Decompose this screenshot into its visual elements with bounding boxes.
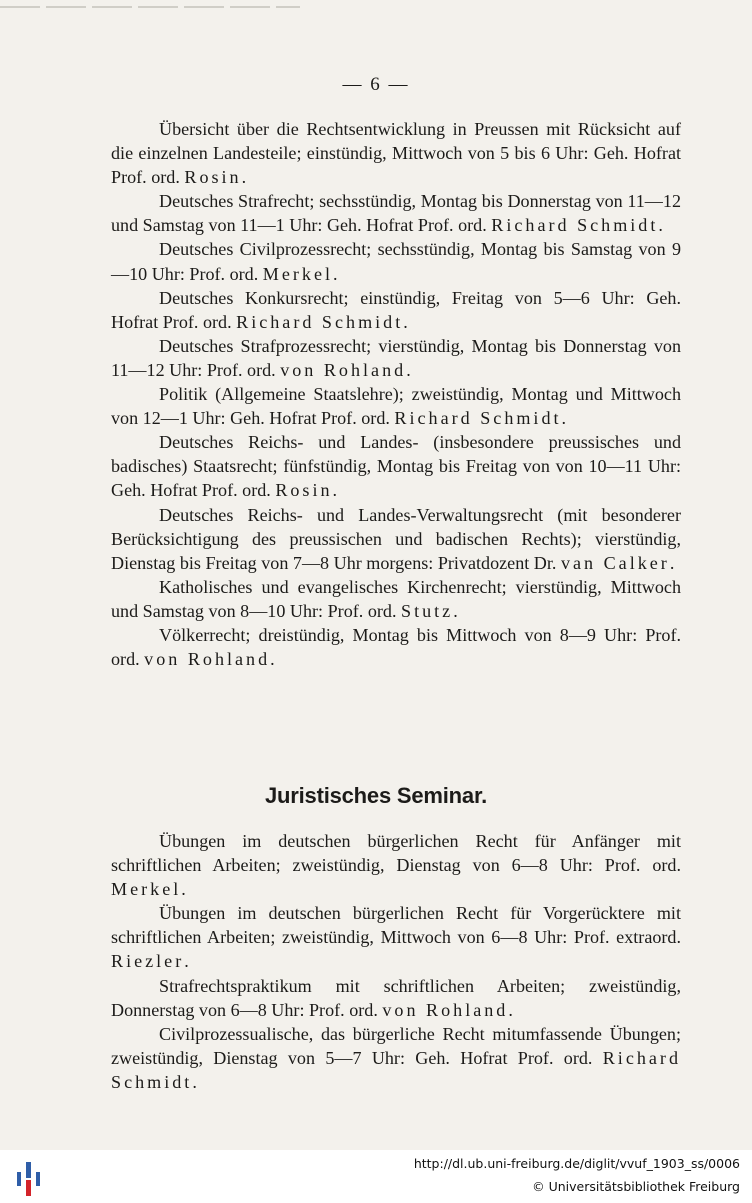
footer-bar: [0, 1150, 752, 1203]
lecture-entry: Völkerrecht; dreistündig, Montag bis Mittwoch von 8—9 Uhr: Prof. ord. von Rohland.: [111, 624, 681, 670]
seminar-list: [111, 829, 681, 1094]
lecturer-name: Richard Schmidt: [491, 215, 659, 236]
lecturer-name: von Rohland: [382, 999, 509, 1020]
page-number: — 6 —: [342, 74, 410, 95]
lecture-entry: Deutsches Konkursrecht; einstündig, Freitag von 5—6 Uhr: Geh. Hofrat Prof. ord. Richard Schmidt.: [111, 287, 681, 332]
lecture-entry: Übersicht über die Rechtsentwicklung in Preussen mit Rücksicht auf die einzelnen Landesteile; einstündig, Mittwoch von 5 bis 6 Uhr: Geh. Hofrat Prof. ord. Rosin.: [111, 119, 681, 188]
seminar-entry: Übungen im deutschen bürgerlichen Recht für Vorgerücktere mit schriftlichen Arbeiten; zweistündig, Mittwoch von 6—8 Uhr: Prof. extraord. Riezler.: [111, 903, 681, 972]
lecturer-name: von Rohland: [280, 359, 407, 380]
lecture-entry: Deutsches Strafprozessrecht; vierstündig, Montag bis Donnerstag von 11—12 Uhr: Prof. ord. von Rohland.: [111, 335, 681, 380]
section-title: Juristisches Seminar.: [264, 783, 488, 808]
lecturer-name: Merkel: [262, 263, 334, 284]
lecturer-name: Richard Schmidt: [394, 408, 562, 429]
seminar-entry: Strafrechtspraktikum mit schriftlichen Arbeiten; zweistündig, Donnerstag von 6—8 Uhr: Prof. ord. von Rohland.: [111, 975, 681, 1020]
seminar-entry: Civilprozessualische, das bürgerliche Recht mitumfassende Übungen; zweistündig, Dienstag von 5—7 Uhr: Geh. Hofrat Prof. ord. Richard Schmidt.: [111, 1023, 681, 1092]
copyright-text: © Universitätsbibliothek Freiburg: [532, 1179, 740, 1194]
lecture-entry: Deutsches Strafrecht; sechsstündig, Montag bis Donnerstag von 11—12 und Samstag von 11—1 Uhr: Geh. Hofrat Prof. ord. Richard Schmidt.: [111, 191, 681, 236]
lecture-entry: Politik (Allgemeine Staatslehre); zweistündig, Montag und Mittwoch von 12—1 Uhr: Geh. Hofrat Prof. ord. Richard Schmidt.: [111, 384, 681, 429]
lecture-entry: Katholisches und evangelisches Kirchenrecht; vierstündig, Mittwoch und Samstag von 8—10 Uhr: Prof. ord. Stutz.: [111, 576, 681, 621]
lecture-entry: Deutsches Reichs- und Landes-Verwaltungsrecht (mit besonderer Berücksichtigung des preussischen und badischen Rechts); vierstündig, Dienstag bis Freitag von 7—8 Uhr morgens: Privatdozent Dr. van Calker.: [111, 504, 681, 573]
logo-bar-center-top: [26, 1162, 31, 1178]
lecturer-name: Stutz: [401, 600, 454, 621]
lecturer-name: Rosin: [275, 480, 333, 501]
lecture-entry: Deutsches Civilprozessrecht; sechsstündig, Montag bis Samstag von 9—10 Uhr: Prof. ord. Merkel.: [111, 239, 681, 284]
logo-bar-right: [36, 1172, 40, 1186]
lecturer-name: Richard Schmidt: [111, 1047, 681, 1092]
lecture-entry: Deutsches Reichs- und Landes- (insbesondere preussisches und badisches) Staatsrecht; fünfstündig, Montag bis Freitag von von 10—11 Uhr: Geh. Hofrat Prof. ord. Rosin.: [111, 432, 681, 501]
lecturer-name: van Calker: [560, 552, 670, 573]
seminar-entry: Übungen im deutschen bürgerlichen Recht für Anfänger mit schriftlichen Arbeiten; zweistündig, Dienstag von 6—8 Uhr: Prof. ord. Merkel.: [111, 831, 681, 900]
source-url-link[interactable]: http://dl.ub.uni-freiburg.de/diglit/vvuf_1903_ss/0006: [413, 1156, 740, 1171]
logo-bar-left: [17, 1172, 21, 1186]
lecturer-name: Riezler: [111, 951, 185, 972]
lecturer-name: von Rohland: [144, 649, 271, 670]
lecturer-name: Merkel: [111, 879, 182, 900]
scan-edge-line: [0, 6, 300, 8]
ub-freiburg-logo-icon: [16, 1158, 44, 1198]
lecturer-name: Rosin: [184, 167, 242, 188]
logo-bar-center-bottom: [26, 1180, 31, 1196]
lecture-list: [111, 117, 681, 671]
lecturer-name: Richard Schmidt: [236, 311, 404, 332]
